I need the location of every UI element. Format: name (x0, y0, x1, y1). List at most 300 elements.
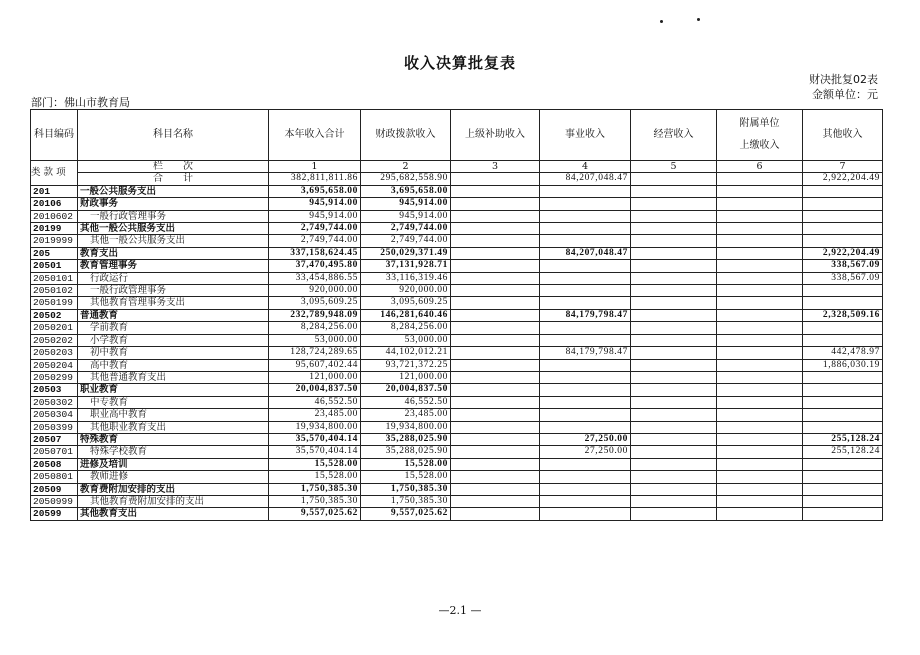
amount-cell (540, 495, 631, 507)
amount-cell (717, 185, 803, 197)
subject-code-cell: 20599 (31, 508, 78, 520)
amount-cell (451, 483, 540, 495)
amount-cell (803, 185, 883, 197)
amount-cell: 945,914.00 (361, 198, 451, 210)
subject-name-cell: 中专教育 (78, 396, 269, 408)
amount-cell: 2,922,204.49 (803, 247, 883, 259)
amount-cell (631, 495, 717, 507)
total-cell: 295,682,558.90 (361, 173, 451, 185)
header-superior-subsidy: 上级补助收入 (451, 110, 540, 161)
amount-cell (717, 359, 803, 371)
amount-cell (451, 297, 540, 309)
amount-cell: 2,328,509.16 (803, 309, 883, 321)
amount-cell (717, 471, 803, 483)
amount-cell (631, 322, 717, 334)
amount-cell (717, 508, 803, 520)
table-row (31, 297, 883, 309)
subject-code-cell: 2050204 (31, 359, 78, 371)
amount-cell (631, 421, 717, 433)
col-number: 6 (717, 161, 803, 173)
amount-cell (631, 359, 717, 371)
amount-cell (451, 433, 540, 445)
amount-cell: 920,000.00 (269, 285, 361, 297)
scan-speck (660, 20, 663, 23)
amount-cell (803, 371, 883, 383)
table-row (31, 198, 883, 210)
table-row (31, 247, 883, 259)
amount-cell: 84,179,798.47 (540, 347, 631, 359)
amount-cell (717, 347, 803, 359)
lanci-label: 栏 次 (78, 161, 269, 173)
amount-cell: 1,750,385.30 (269, 495, 361, 507)
subject-code-cell: 2050299 (31, 371, 78, 383)
amount-cell (540, 421, 631, 433)
amount-cell: 15,528.00 (361, 458, 451, 470)
amount-cell (803, 508, 883, 520)
header-subject-code: 科目编码 (31, 110, 78, 161)
amount-cell (631, 210, 717, 222)
amount-cell (451, 409, 540, 421)
header-affiliated-line2: 上缴收入 (739, 140, 780, 151)
col-number: 1 (269, 161, 361, 173)
subject-code-cell: 2050999 (31, 495, 78, 507)
amount-cell (717, 334, 803, 346)
amount-cell (631, 247, 717, 259)
amount-cell (540, 185, 631, 197)
subject-name-cell: 教育支出 (78, 247, 269, 259)
subject-name-cell: 职业高中教育 (78, 409, 269, 421)
amount-cell: 121,000.00 (269, 371, 361, 383)
col-number: 7 (803, 161, 883, 173)
amount-cell: 46,552.50 (269, 396, 361, 408)
amount-cell (540, 297, 631, 309)
amount-cell (631, 347, 717, 359)
total-cell: 2,922,204.49 (803, 173, 883, 185)
xiang-label: 项 (56, 167, 66, 179)
amount-cell: 15,528.00 (361, 471, 451, 483)
amount-cell (803, 396, 883, 408)
amount-cell (717, 458, 803, 470)
amount-cell (631, 433, 717, 445)
subject-code-cell: 2050302 (31, 396, 78, 408)
amount-cell (451, 359, 540, 371)
amount-cell (540, 272, 631, 284)
amount-cell (803, 421, 883, 433)
amount-cell (631, 508, 717, 520)
amount-cell (631, 334, 717, 346)
table-row (31, 260, 883, 272)
amount-cell: 95,607,402.44 (269, 359, 361, 371)
amount-cell: 2,749,744.00 (361, 223, 451, 235)
amount-cell: 337,158,624.45 (269, 247, 361, 259)
amount-cell: 23,485.00 (269, 409, 361, 421)
subject-code-cell: 20501 (31, 260, 78, 272)
amount-cell (540, 198, 631, 210)
amount-cell (803, 384, 883, 396)
amount-cell (451, 371, 540, 383)
amount-cell: 53,000.00 (361, 334, 451, 346)
subject-name-cell: 一般公共服务支出 (78, 185, 269, 197)
table-row (31, 309, 883, 321)
amount-cell (717, 433, 803, 445)
amount-cell (803, 409, 883, 421)
amount-cell (540, 210, 631, 222)
page-number: —2.1 — (438, 604, 482, 617)
amount-cell (631, 371, 717, 383)
amount-cell: 15,528.00 (269, 458, 361, 470)
amount-unit: 金额单位：元 (812, 88, 878, 101)
header-operating-income: 经营收入 (631, 110, 717, 161)
amount-cell: 1,750,385.30 (269, 483, 361, 495)
heji-label: 合 计 (78, 173, 269, 185)
subject-name-cell: 职业教育 (78, 384, 269, 396)
col-number: 4 (540, 161, 631, 173)
header-subject-name: 科目名称 (78, 110, 269, 161)
amount-cell (717, 384, 803, 396)
table-row (31, 495, 883, 507)
amount-cell (631, 458, 717, 470)
amount-cell: 250,029,371.49 (361, 247, 451, 259)
subject-code-cell: 20199 (31, 223, 78, 235)
amount-cell: 945,914.00 (269, 198, 361, 210)
subject-code-cell: 205 (31, 247, 78, 259)
table-row (31, 396, 883, 408)
amount-cell (451, 235, 540, 247)
table-row (31, 458, 883, 470)
subject-name-cell: 其他一般公共服务支出 (78, 235, 269, 247)
amount-cell (717, 260, 803, 272)
department-label: 部门：佛山市教育局 (31, 96, 130, 109)
subject-code-cell: 2050202 (31, 334, 78, 346)
table-row (31, 409, 883, 421)
form-number: 财决批复02表 (809, 73, 878, 86)
amount-cell (631, 309, 717, 321)
amount-cell (803, 322, 883, 334)
amount-cell (631, 471, 717, 483)
amount-cell: 35,570,404.14 (269, 433, 361, 445)
amount-cell: 20,004,837.50 (269, 384, 361, 396)
amount-cell (717, 297, 803, 309)
subject-name-cell: 特殊学校教育 (78, 446, 269, 458)
amount-cell (631, 198, 717, 210)
amount-cell: 84,179,798.47 (540, 309, 631, 321)
table-row (31, 272, 883, 284)
amount-cell (717, 495, 803, 507)
amount-cell: 27,250.00 (540, 446, 631, 458)
amount-cell (451, 185, 540, 197)
amount-cell (451, 272, 540, 284)
total-cell (631, 173, 717, 185)
amount-cell (451, 260, 540, 272)
amount-cell (451, 495, 540, 507)
amount-cell (451, 322, 540, 334)
amount-cell (451, 223, 540, 235)
kuan-label: 款 (43, 167, 54, 179)
amount-cell (540, 483, 631, 495)
amount-cell: 2,749,744.00 (269, 223, 361, 235)
amount-cell: 46,552.50 (361, 396, 451, 408)
amount-cell: 3,095,609.25 (361, 297, 451, 309)
subject-code-cell: 20509 (31, 483, 78, 495)
header-fiscal-income: 财政拨款收入 (361, 110, 451, 161)
subject-name-cell: 小学教育 (78, 334, 269, 346)
amount-cell (451, 198, 540, 210)
header-business-income: 事业收入 (540, 110, 631, 161)
table-row (31, 371, 883, 383)
amount-cell: 20,004,837.50 (361, 384, 451, 396)
amount-cell (451, 285, 540, 297)
header-affiliated-line1: 附属单位 (739, 118, 780, 129)
amount-cell (540, 223, 631, 235)
amount-cell (803, 198, 883, 210)
amount-cell: 1,886,030.19 (803, 359, 883, 371)
subject-code-cell: 2050801 (31, 471, 78, 483)
amount-cell (631, 396, 717, 408)
amount-cell (540, 409, 631, 421)
subject-name-cell: 初中教育 (78, 347, 269, 359)
amount-cell: 84,207,048.47 (540, 247, 631, 259)
amount-cell (540, 458, 631, 470)
amount-cell (717, 421, 803, 433)
subject-name-cell: 学前教育 (78, 322, 269, 334)
table-row (31, 508, 883, 520)
amount-cell (803, 223, 883, 235)
subject-code-cell: 20502 (31, 309, 78, 321)
amount-cell (803, 285, 883, 297)
table-row (31, 433, 883, 445)
amount-cell: 338,567.09 (803, 260, 883, 272)
amount-cell (540, 359, 631, 371)
amount-cell: 3,695,658.00 (361, 185, 451, 197)
amount-cell (717, 223, 803, 235)
subject-code-cell: 20507 (31, 433, 78, 445)
amount-cell: 232,789,948.09 (269, 309, 361, 321)
amount-cell (717, 198, 803, 210)
amount-cell (631, 272, 717, 284)
subject-code-cell: 2050304 (31, 409, 78, 421)
total-cell: 382,811,811.86 (269, 173, 361, 185)
amount-cell (451, 446, 540, 458)
amount-cell: 8,284,256.00 (361, 322, 451, 334)
amount-cell (451, 309, 540, 321)
total-cell: 84,207,048.47 (540, 173, 631, 185)
amount-cell (540, 371, 631, 383)
amount-cell: 23,485.00 (361, 409, 451, 421)
amount-cell (631, 235, 717, 247)
amount-cell (717, 272, 803, 284)
table-row (31, 359, 883, 371)
amount-cell: 19,934,800.00 (269, 421, 361, 433)
amount-cell (631, 483, 717, 495)
amount-cell (717, 483, 803, 495)
amount-cell (451, 347, 540, 359)
subject-code-cell: 2050199 (31, 297, 78, 309)
amount-cell (803, 471, 883, 483)
col-number: 5 (631, 161, 717, 173)
amount-cell: 1,750,385.30 (361, 483, 451, 495)
amount-cell: 33,454,886.55 (269, 272, 361, 284)
amount-cell: 37,470,495.80 (269, 260, 361, 272)
amount-cell: 146,281,640.46 (361, 309, 451, 321)
subject-code-cell: 2050399 (31, 421, 78, 433)
amount-cell (717, 235, 803, 247)
amount-cell (631, 223, 717, 235)
table-row (31, 334, 883, 346)
amount-cell: 15,528.00 (269, 471, 361, 483)
amount-cell (631, 384, 717, 396)
amount-cell (631, 446, 717, 458)
amount-cell (717, 371, 803, 383)
header-affiliated-income (717, 110, 803, 161)
table-row (31, 210, 883, 222)
amount-cell: 93,721,372.25 (361, 359, 451, 371)
amount-cell: 27,250.00 (540, 433, 631, 445)
amount-cell (803, 235, 883, 247)
col-number: 3 (451, 161, 540, 173)
table-row (31, 223, 883, 235)
amount-cell: 121,000.00 (361, 371, 451, 383)
amount-cell (540, 285, 631, 297)
amount-cell (451, 421, 540, 433)
amount-cell (540, 260, 631, 272)
total-cell (717, 173, 803, 185)
amount-cell (631, 409, 717, 421)
amount-cell (631, 260, 717, 272)
page-title: 收入决算批复表 (403, 54, 516, 72)
table-row (31, 384, 883, 396)
amount-cell: 338,567.09 (803, 272, 883, 284)
amount-cell: 35,570,404.14 (269, 446, 361, 458)
subject-name-cell: 其他教育支出 (78, 508, 269, 520)
table-row (31, 483, 883, 495)
table-row (31, 421, 883, 433)
subject-code-cell: 2010602 (31, 210, 78, 222)
amount-cell (803, 495, 883, 507)
subject-name-cell: 其他教育费附加安排的支出 (78, 495, 269, 507)
subject-code-cell: 20508 (31, 458, 78, 470)
amount-cell (540, 508, 631, 520)
amount-cell (451, 210, 540, 222)
amount-cell: 3,695,658.00 (269, 185, 361, 197)
subject-name-cell: 其他职业教育支出 (78, 421, 269, 433)
amount-cell (540, 235, 631, 247)
subject-name-cell: 行政运行 (78, 272, 269, 284)
amount-cell: 33,116,319.46 (361, 272, 451, 284)
subject-code-cell: 2050203 (31, 347, 78, 359)
amount-cell: 9,557,025.62 (361, 508, 451, 520)
header-other-income: 其他收入 (803, 110, 883, 161)
amount-cell (717, 247, 803, 259)
subject-name-cell: 高中教育 (78, 359, 269, 371)
table-row (31, 235, 883, 247)
amount-cell (451, 508, 540, 520)
subject-code-cell: 2050201 (31, 322, 78, 334)
amount-cell: 19,934,800.00 (361, 421, 451, 433)
amount-cell (717, 409, 803, 421)
amount-cell (717, 322, 803, 334)
amount-cell (451, 334, 540, 346)
scan-speck (697, 18, 700, 21)
amount-cell (540, 471, 631, 483)
subject-name-cell: 一般行政管理事务 (78, 285, 269, 297)
amount-cell (631, 185, 717, 197)
amount-cell (803, 297, 883, 309)
table-row (31, 446, 883, 458)
amount-cell: 2,749,744.00 (269, 235, 361, 247)
amount-cell (717, 396, 803, 408)
amount-cell: 945,914.00 (361, 210, 451, 222)
subject-code-cell: 20503 (31, 384, 78, 396)
subject-name-cell: 其他一般公共服务支出 (78, 223, 269, 235)
amount-cell (803, 334, 883, 346)
subject-name-cell: 普通教育 (78, 309, 269, 321)
amount-cell (717, 309, 803, 321)
column-number-row (31, 161, 883, 173)
subject-code-cell: 2050102 (31, 285, 78, 297)
amount-cell (540, 384, 631, 396)
subject-name-cell: 其他普通教育支出 (78, 371, 269, 383)
amount-cell (451, 471, 540, 483)
amount-cell (451, 384, 540, 396)
amount-cell: 53,000.00 (269, 334, 361, 346)
amount-cell (451, 247, 540, 259)
amount-cell: 9,557,025.62 (269, 508, 361, 520)
total-cell (451, 173, 540, 185)
subject-name-cell: 一般行政管理事务 (78, 210, 269, 222)
amount-cell: 1,750,385.30 (361, 495, 451, 507)
subject-name-cell: 教师进修 (78, 471, 269, 483)
subject-code-cell: 2050701 (31, 446, 78, 458)
amount-cell: 128,724,289.65 (269, 347, 361, 359)
amount-cell (717, 210, 803, 222)
header-total-income: 本年收入合计 (269, 110, 361, 161)
subject-code-cell: 2019999 (31, 235, 78, 247)
amount-cell: 8,284,256.00 (269, 322, 361, 334)
subject-name-cell: 财政事务 (78, 198, 269, 210)
subject-code-cell: 201 (31, 185, 78, 197)
table-row (31, 185, 883, 197)
table-row (31, 322, 883, 334)
subject-name-cell: 特殊教育 (78, 433, 269, 445)
amount-cell (803, 210, 883, 222)
subject-name-cell: 其他教育管理事务支出 (78, 297, 269, 309)
table-row (31, 285, 883, 297)
amount-cell: 442,478.97 (803, 347, 883, 359)
subject-code-cell: 20106 (31, 198, 78, 210)
amount-cell (631, 285, 717, 297)
amount-cell: 3,095,609.25 (269, 297, 361, 309)
amount-cell (540, 334, 631, 346)
lei-kuan-xiang-cell (31, 161, 78, 186)
amount-cell: 35,288,025.90 (361, 446, 451, 458)
total-row (31, 173, 883, 185)
amount-cell (451, 396, 540, 408)
amount-cell: 945,914.00 (269, 210, 361, 222)
subject-name-cell: 教育管理事务 (78, 260, 269, 272)
amount-cell: 920,000.00 (361, 285, 451, 297)
amount-cell (803, 458, 883, 470)
table-row (31, 347, 883, 359)
subject-name-cell: 教育费附加安排的支出 (78, 483, 269, 495)
amount-cell (717, 446, 803, 458)
amount-cell (803, 483, 883, 495)
lei-label: 类 (31, 167, 41, 179)
amount-cell: 255,128.24 (803, 446, 883, 458)
amount-cell: 2,749,744.00 (361, 235, 451, 247)
col-number: 2 (361, 161, 451, 173)
amount-cell (540, 396, 631, 408)
table-row (31, 471, 883, 483)
